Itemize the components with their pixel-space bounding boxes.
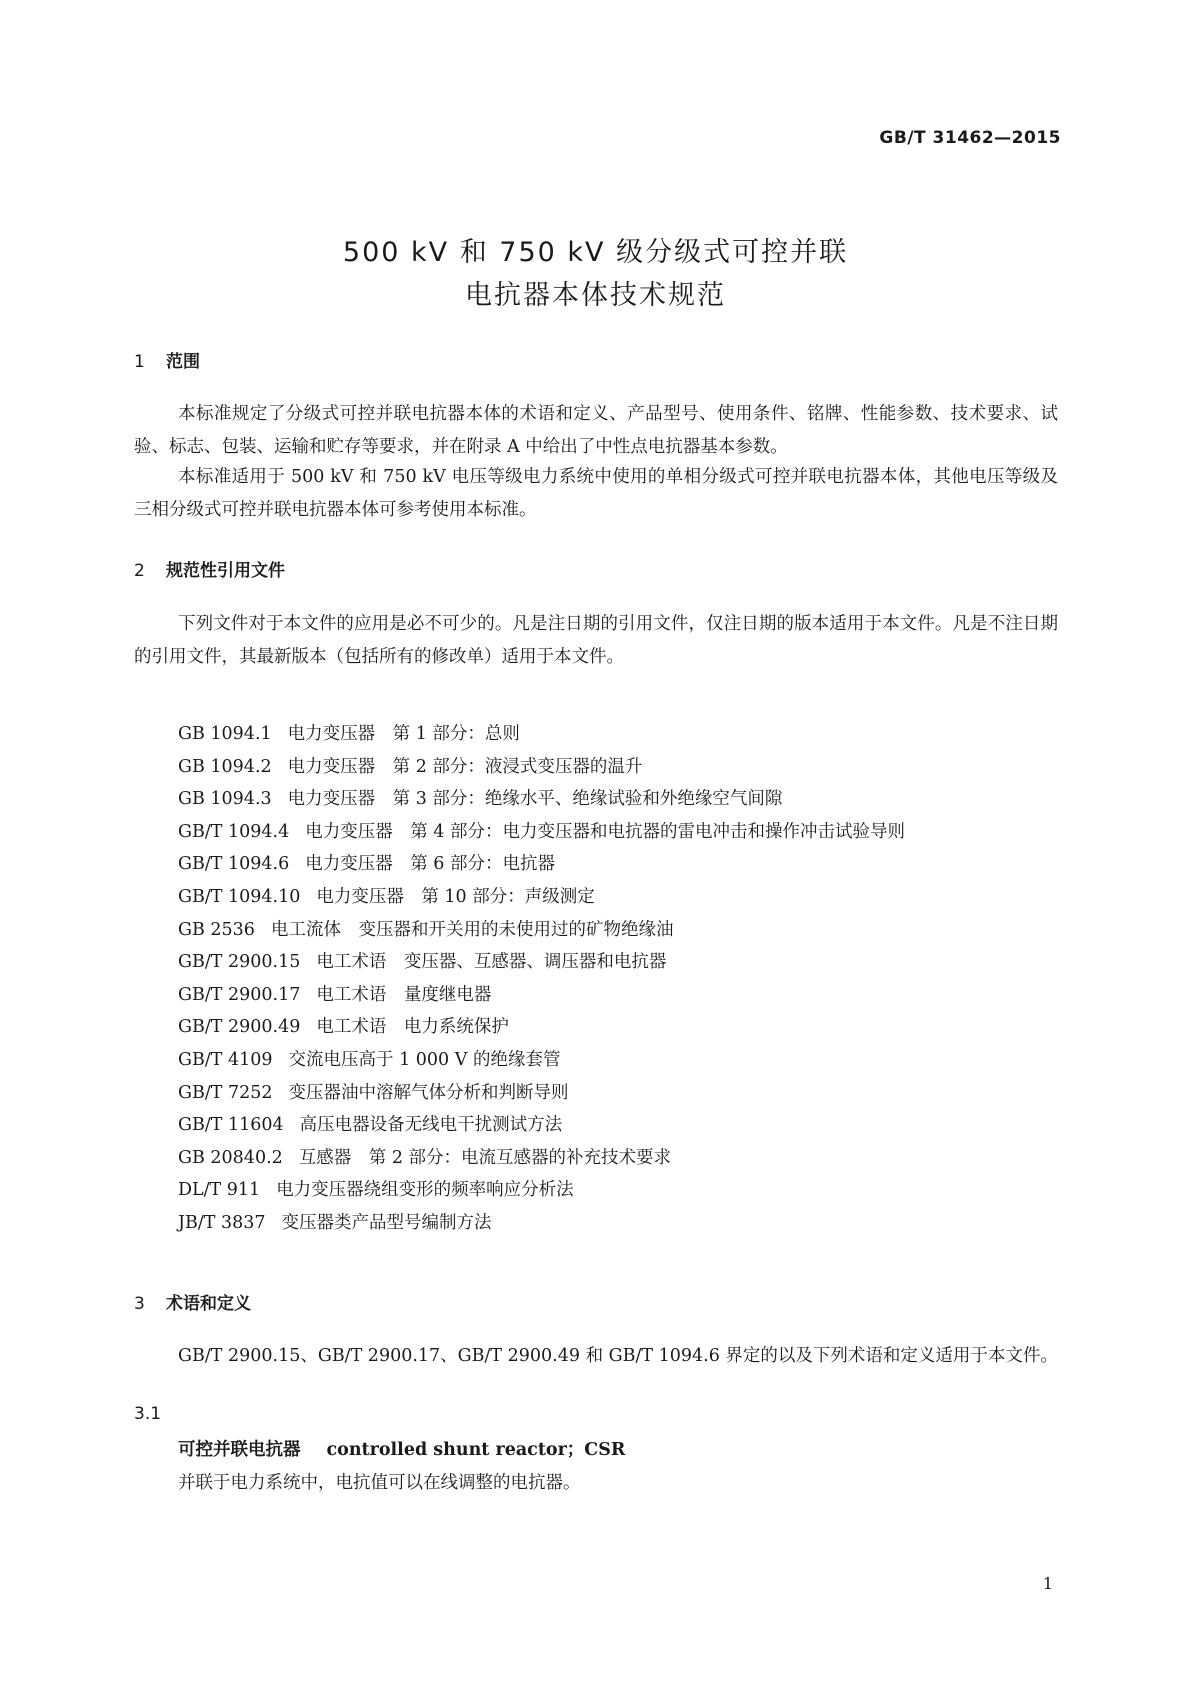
reference-item (178, 751, 905, 784)
reference-code: GB 2536 (178, 919, 255, 940)
section3-number: 3 (134, 1294, 145, 1314)
section3-title: 术语和定义 (166, 1294, 251, 1314)
reference-item (178, 914, 905, 947)
reference-code: JB/T 3837 (178, 1212, 266, 1233)
reference-item (178, 1174, 905, 1207)
reference-item (178, 783, 905, 816)
reference-item (178, 1011, 905, 1044)
reference-title: 高压电器设备无线电干扰测试方法 (299, 1115, 563, 1136)
reference-item (178, 881, 905, 914)
reference-code: GB/T 2900.49 (178, 1017, 301, 1038)
section1-paragraph1: 本标准规定了分级式可控并联电抗器本体的术语和定义、产品型号、使用条件、铭牌、性能参数、技术要求、试验、标志、包装、运输和贮存等要求，并在附录 A 中给出了中性点电抗器基本参数。 (134, 404, 1058, 457)
term-english-name: controlled shunt reactor；CSR (326, 1440, 626, 1460)
document-title-line1: 500 kV 和 750 kV 级分级式可控并联 (342, 237, 849, 268)
reference-item (178, 1207, 905, 1240)
reference-title: 交流电压高于 1 000 V 的绝缘套管 (288, 1049, 561, 1070)
reference-title: 电力变压器 第 6 部分：电抗器 (305, 854, 555, 875)
section1-title: 范围 (166, 352, 200, 372)
reference-title: 电力变压器 第 10 部分：声级测定 (316, 886, 595, 907)
reference-title: 电力变压器 第 3 部分：绝缘水平、绝缘试验和外绝缘空气间隙 (287, 789, 783, 810)
reference-item (178, 1077, 905, 1110)
section2-heading (134, 556, 285, 581)
section3-heading (134, 1289, 251, 1314)
reference-title: 变压器类产品型号编制方法 (281, 1212, 492, 1233)
reference-item (178, 816, 905, 849)
reference-code: GB 1094.2 (178, 756, 272, 777)
reference-code: GB/T 2900.15 (178, 952, 301, 973)
reference-title: 电力变压器绕组变形的频率响应分析法 (276, 1180, 574, 1201)
reference-code: GB/T 2900.17 (178, 984, 301, 1005)
reference-code: GB/T 11604 (178, 1115, 284, 1136)
term-chinese-name: 可控并联电抗器 (178, 1440, 301, 1460)
term-number: 3.1 (134, 1404, 162, 1424)
section1-number: 1 (134, 352, 145, 372)
reference-code: GB/T 4109 (178, 1049, 273, 1070)
reference-title: 互感器 第 2 部分：电流互感器的补充技术要求 (298, 1147, 672, 1168)
term-heading (178, 1436, 625, 1461)
reference-item (178, 718, 905, 751)
reference-item (178, 1142, 905, 1175)
term-definition: 并联于电力系统中，电抗值可以在线调整的电抗器。 (178, 1473, 581, 1493)
reference-code: GB 1094.3 (178, 789, 272, 810)
reference-title: 电力变压器 第 1 部分：总则 (287, 724, 520, 744)
section2-number: 2 (134, 561, 145, 581)
section2-title: 规范性引用文件 (166, 561, 285, 581)
reference-title: 电工流体 变压器和开关用的未使用过的矿物绝缘油 (270, 919, 674, 940)
reference-code: GB 1094.1 (178, 724, 272, 744)
reference-item (178, 848, 905, 881)
reference-code: GB/T 1094.10 (178, 886, 301, 907)
reference-code: GB/T 7252 (178, 1082, 273, 1103)
reference-title: 电工术语 电力系统保护 (316, 1017, 509, 1038)
reference-code: GB/T 1094.4 (178, 821, 290, 842)
section1-heading (134, 347, 200, 372)
reference-title: 电力变压器 第 4 部分：电力变压器和电抗器的雷电冲击和操作冲击试验导则 (305, 821, 905, 842)
reference-item (178, 1044, 905, 1077)
reference-item (178, 979, 905, 1012)
section1-paragraph2: 本标准适用于 500 kV 和 750 kV 电压等级电力系统中使用的单相分级式可控并联电抗器本体，其他电压等级及三相分级式可控并联电抗器本体可参考使用本标准。 (134, 467, 1058, 520)
document-title-line2: 电抗器本体技术规范 (465, 280, 726, 311)
reference-title: 电工术语 变压器、互感器、调压器和电抗器 (316, 952, 667, 973)
reference-item (178, 1109, 905, 1142)
reference-title: 电工术语 量度继电器 (316, 984, 492, 1005)
section3-intro: GB/T 2900.15、GB/T 2900.17、GB/T 2900.49 和 GB/T 1094.6 界定的以及下列术语和定义适用于本文件。 (178, 1346, 1058, 1366)
reference-code: GB 20840.2 (178, 1147, 283, 1168)
normative-reference-list (178, 718, 905, 1240)
reference-title: 电力变压器 第 2 部分：液浸式变压器的温升 (287, 756, 643, 777)
reference-item (178, 946, 905, 979)
page-number: 1 (1042, 1574, 1053, 1593)
reference-title: 变压器油中溶解气体分析和判断导则 (288, 1082, 569, 1103)
document-id: GB/T 31462—2015 (879, 128, 1061, 148)
reference-code: GB/T 1094.6 (178, 854, 290, 875)
section2-intro: 下列文件对于本文件的应用是必不可少的。凡是注日期的引用文件，仅注日期的版本适用于本文件。凡是不注日期的引用文件，其最新版本（包括所有的修改单）适用于本文件。 (134, 614, 1058, 667)
reference-code: DL/T 911 (178, 1180, 261, 1201)
